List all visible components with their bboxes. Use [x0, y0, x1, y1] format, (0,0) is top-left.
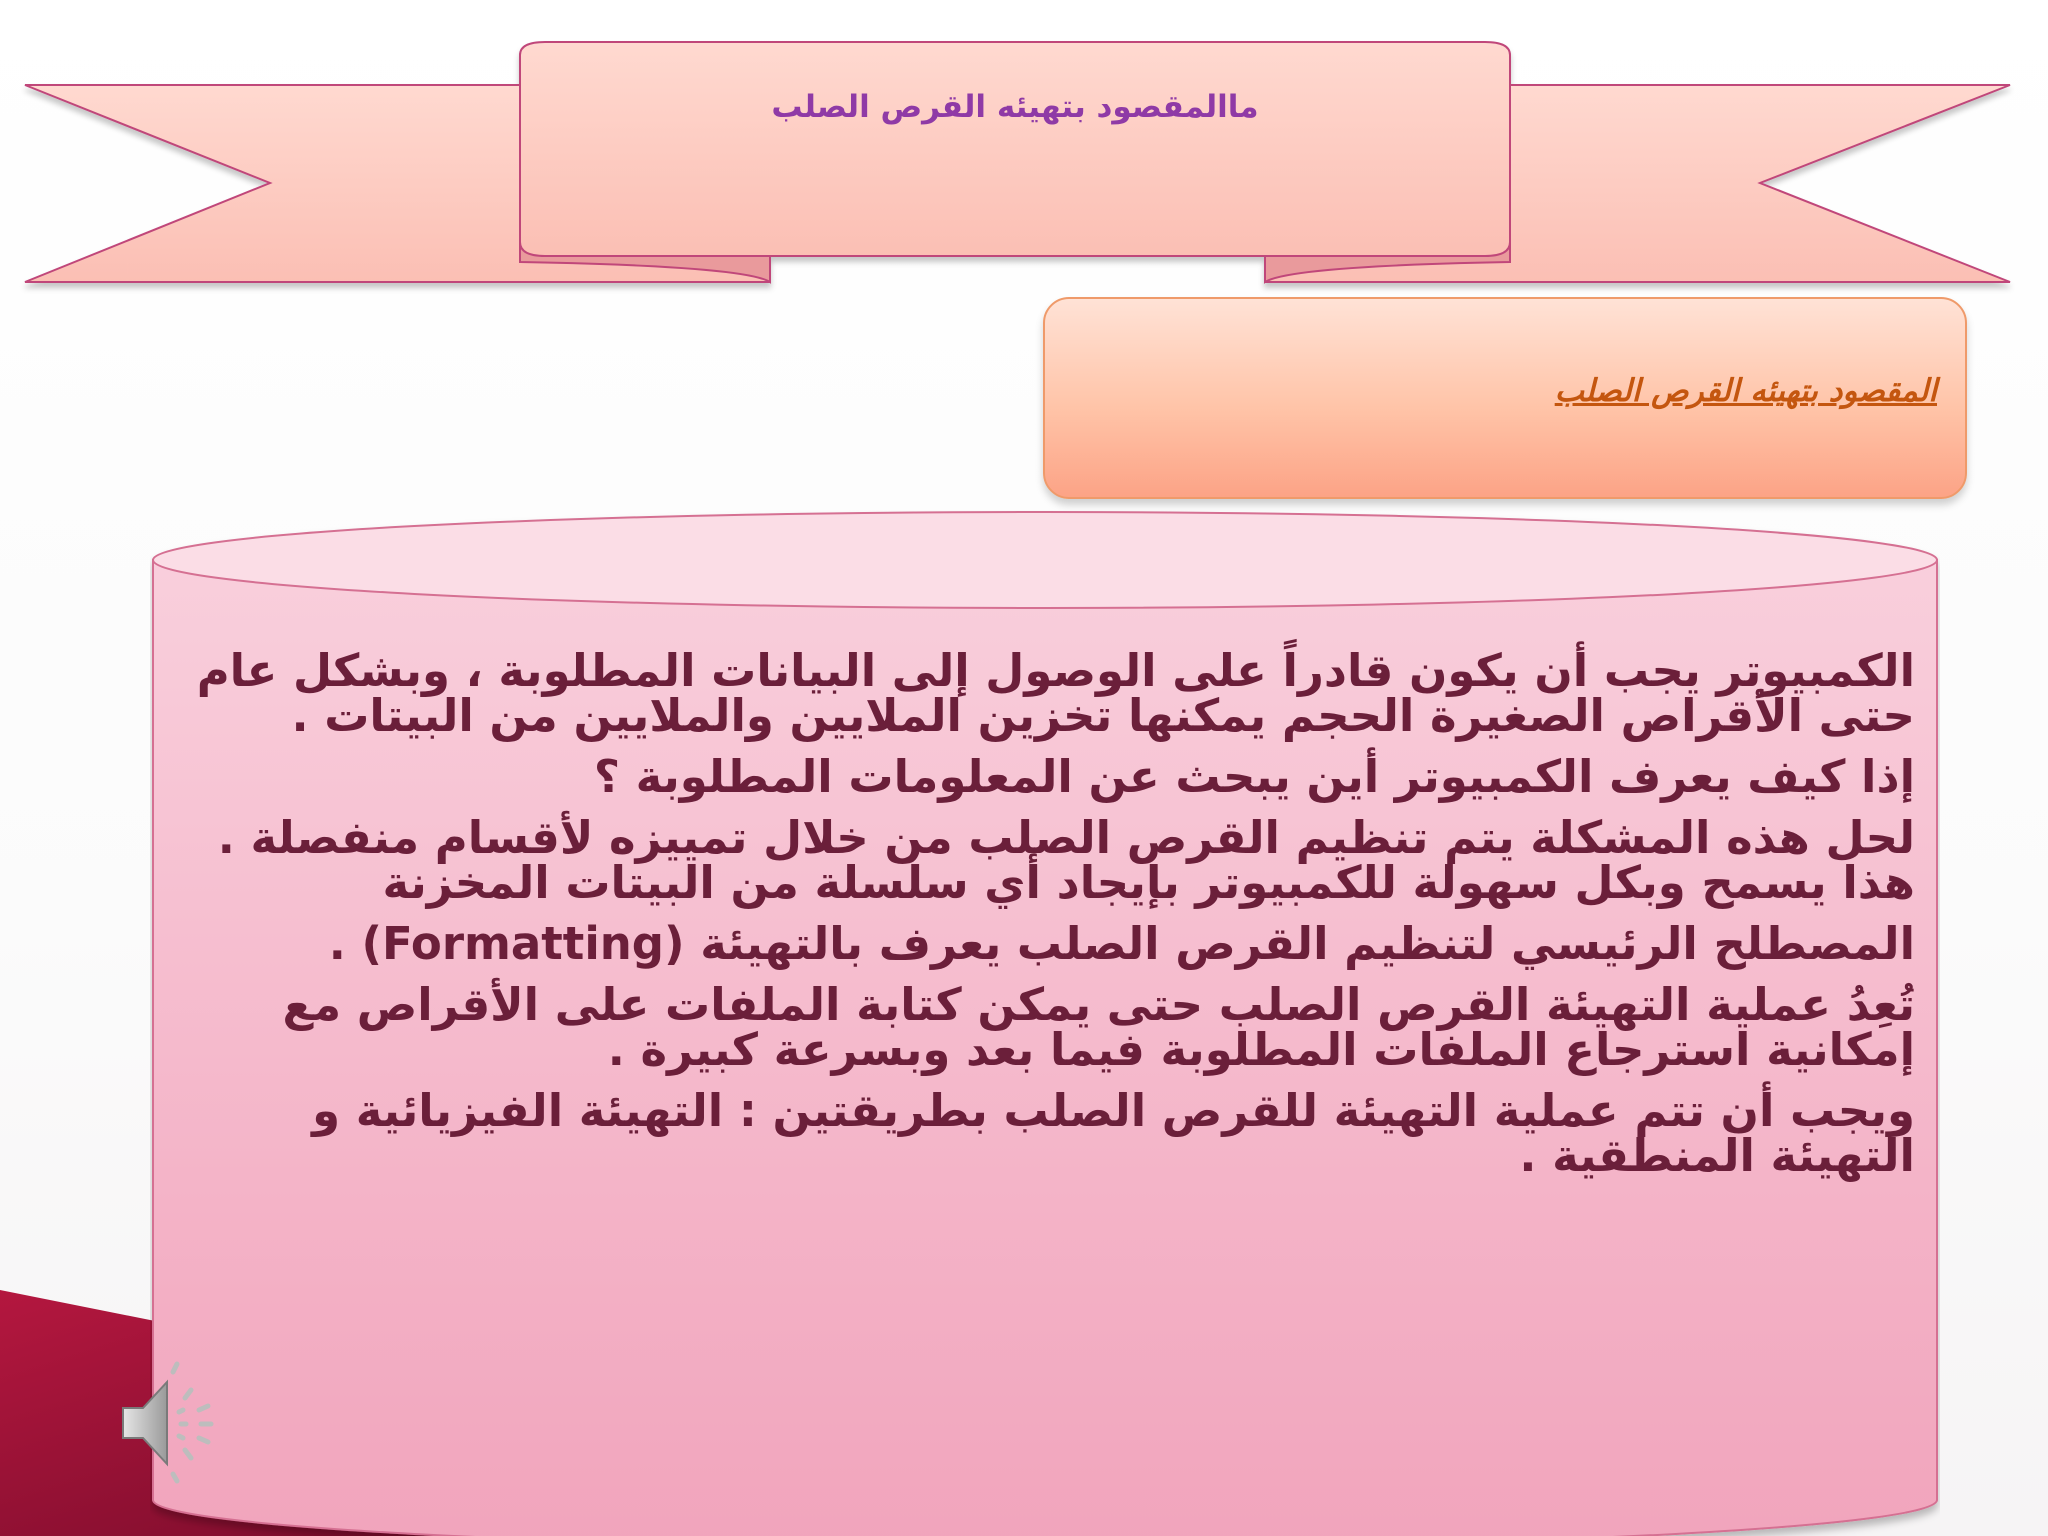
paragraph-6: ويجب أن تتم عملية التهيئة للقرص الصلب بطريقتين : التهيئة الفيزيائية و التهيئة المنطقية . — [312, 1084, 1915, 1182]
paragraph-5: تُعِدُ عملية التهيئة القرص الصلب حتى يمكن كتابة الملفات على الأقراص مع إمكانية استرجاع الملفات المطلوبة فيما بعد وبسرعة كبيرة . — [282, 978, 1915, 1076]
banner-title: ماالمقصود بتهيئه القرص الصلب — [771, 89, 1259, 125]
subtitle-box — [1043, 297, 1967, 499]
subtitle-heading: المقصود بتهيئه القرص الصلب — [1554, 373, 1937, 409]
paragraph-4: المصطلح الرئيسي لتنظيم القرص الصلب يعرف بالتهيئة (Formatting) . — [328, 917, 1915, 970]
paragraph-2: إذا كيف يعرف الكمبيوتر أين يبحث عن المعلومات المطلوبة ؟ — [593, 750, 1915, 803]
speaker-icon[interactable] — [115, 1360, 225, 1485]
ribbon-banner — [0, 0, 2048, 310]
paragraph-1: الكمبيوتر يجب أن يكون قادراً على الوصول إلى البيانات المطلوبة ، وبشكل عام حتى الأقراص الصغيرة الحجم يمكنها تخزين الملايين والملايين من البيتات . — [196, 644, 1915, 742]
body-text — [185, 644, 1915, 1194]
paragraph-3: لحل هذه المشكلة يتم تنظيم القرص الصلب من خلال تمييزه لأقسام منفصلة . هذا يسمح وبكل سهولة للكمبيوتر بإيجاد أي سلسلة من البيتات المخزنة — [217, 811, 1915, 909]
